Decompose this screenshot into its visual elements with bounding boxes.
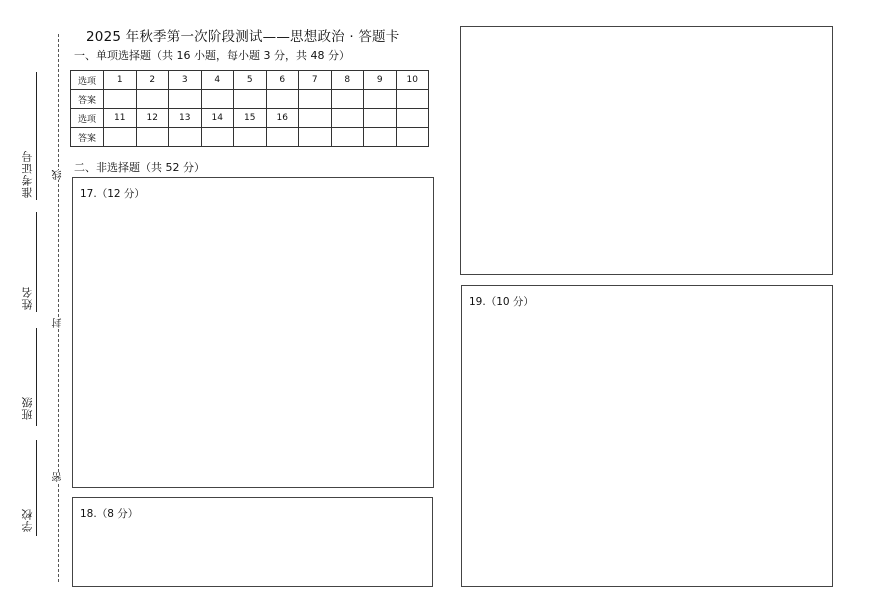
answer-box-continuation[interactable] (460, 26, 833, 275)
grid-row-options-2 (71, 109, 429, 128)
grid-row-label: 选项 (71, 71, 104, 90)
grid-answer-cell[interactable] (169, 90, 202, 109)
grid-row-label: 答案 (71, 128, 104, 147)
field-exam-id-label: 准考证号 (21, 150, 34, 198)
grid-answer-cell[interactable] (299, 90, 332, 109)
field-name-label: 姓名 (21, 286, 34, 310)
cut-line (58, 34, 59, 582)
grid-row-label: 选项 (71, 109, 104, 128)
grid-row-label: 答案 (71, 90, 104, 109)
grid-cell-number (364, 109, 397, 128)
cut-mark-mi: 密 (53, 472, 64, 482)
answer-box-q18[interactable] (72, 497, 433, 587)
grid-cell-number (396, 109, 429, 128)
grid-row-answers-2 (71, 128, 429, 147)
grid-cell-number: 12 (136, 109, 169, 128)
section-heading-choice: 一、单项选择题（共 16 小题，每小题 3 分，共 48 分） (74, 49, 350, 62)
grid-answer-cell[interactable] (234, 128, 267, 147)
field-class-line (36, 328, 37, 426)
grid-answer-cell[interactable] (104, 90, 137, 109)
grid-answer-cell[interactable] (266, 90, 299, 109)
grid-answer-cell[interactable] (104, 128, 137, 147)
answer-box-q17[interactable] (72, 177, 434, 488)
grid-answer-cell[interactable] (201, 90, 234, 109)
field-name-line (36, 212, 37, 312)
grid-answer-cell[interactable] (396, 128, 429, 147)
grid-answer-cell[interactable] (299, 128, 332, 147)
grid-cell-number: 15 (234, 109, 267, 128)
choice-answer-grid (70, 70, 429, 147)
field-exam-id-line (36, 72, 37, 200)
grid-answer-cell[interactable] (331, 90, 364, 109)
question-label-q18: 18.（8 分） (80, 508, 139, 520)
grid-cell-number: 14 (201, 109, 234, 128)
grid-answer-cell[interactable] (364, 128, 397, 147)
page-title: 2025 年秋季第一次阶段测试——思想政治 · 答题卡 (86, 29, 400, 45)
grid-cell-number (299, 109, 332, 128)
field-school-line (36, 440, 37, 536)
field-class-label: 班级 (21, 396, 34, 420)
grid-cell-number: 10 (396, 71, 429, 90)
answer-box-q19[interactable] (461, 285, 833, 587)
section-heading-essay: 二、非选择题（共 52 分） (74, 161, 205, 174)
cut-mark-feng: 封 (53, 318, 64, 328)
grid-cell-number: 2 (136, 71, 169, 90)
grid-cell-number: 11 (104, 109, 137, 128)
grid-answer-cell[interactable] (396, 90, 429, 109)
field-school-label: 学校 (21, 508, 34, 532)
grid-cell-number: 13 (169, 109, 202, 128)
grid-answer-cell[interactable] (364, 90, 397, 109)
grid-cell-number: 4 (201, 71, 234, 90)
grid-cell-number: 3 (169, 71, 202, 90)
grid-answer-cell[interactable] (136, 128, 169, 147)
cut-mark-xian: 线 (53, 170, 64, 180)
grid-cell-number: 6 (266, 71, 299, 90)
grid-answer-cell[interactable] (169, 128, 202, 147)
grid-cell-number: 1 (104, 71, 137, 90)
grid-cell-number: 9 (364, 71, 397, 90)
grid-answer-cell[interactable] (136, 90, 169, 109)
grid-answer-cell[interactable] (331, 128, 364, 147)
grid-cell-number: 5 (234, 71, 267, 90)
grid-row-answers-1 (71, 90, 429, 109)
question-label-q19: 19.（10 分） (469, 296, 534, 308)
grid-cell-number: 8 (331, 71, 364, 90)
grid-answer-cell[interactable] (266, 128, 299, 147)
grid-cell-number: 16 (266, 109, 299, 128)
grid-cell-number (331, 109, 364, 128)
grid-answer-cell[interactable] (234, 90, 267, 109)
grid-row-options-1 (71, 71, 429, 90)
grid-answer-cell[interactable] (201, 128, 234, 147)
grid-cell-number: 7 (299, 71, 332, 90)
question-label-q17: 17.（12 分） (80, 188, 145, 200)
